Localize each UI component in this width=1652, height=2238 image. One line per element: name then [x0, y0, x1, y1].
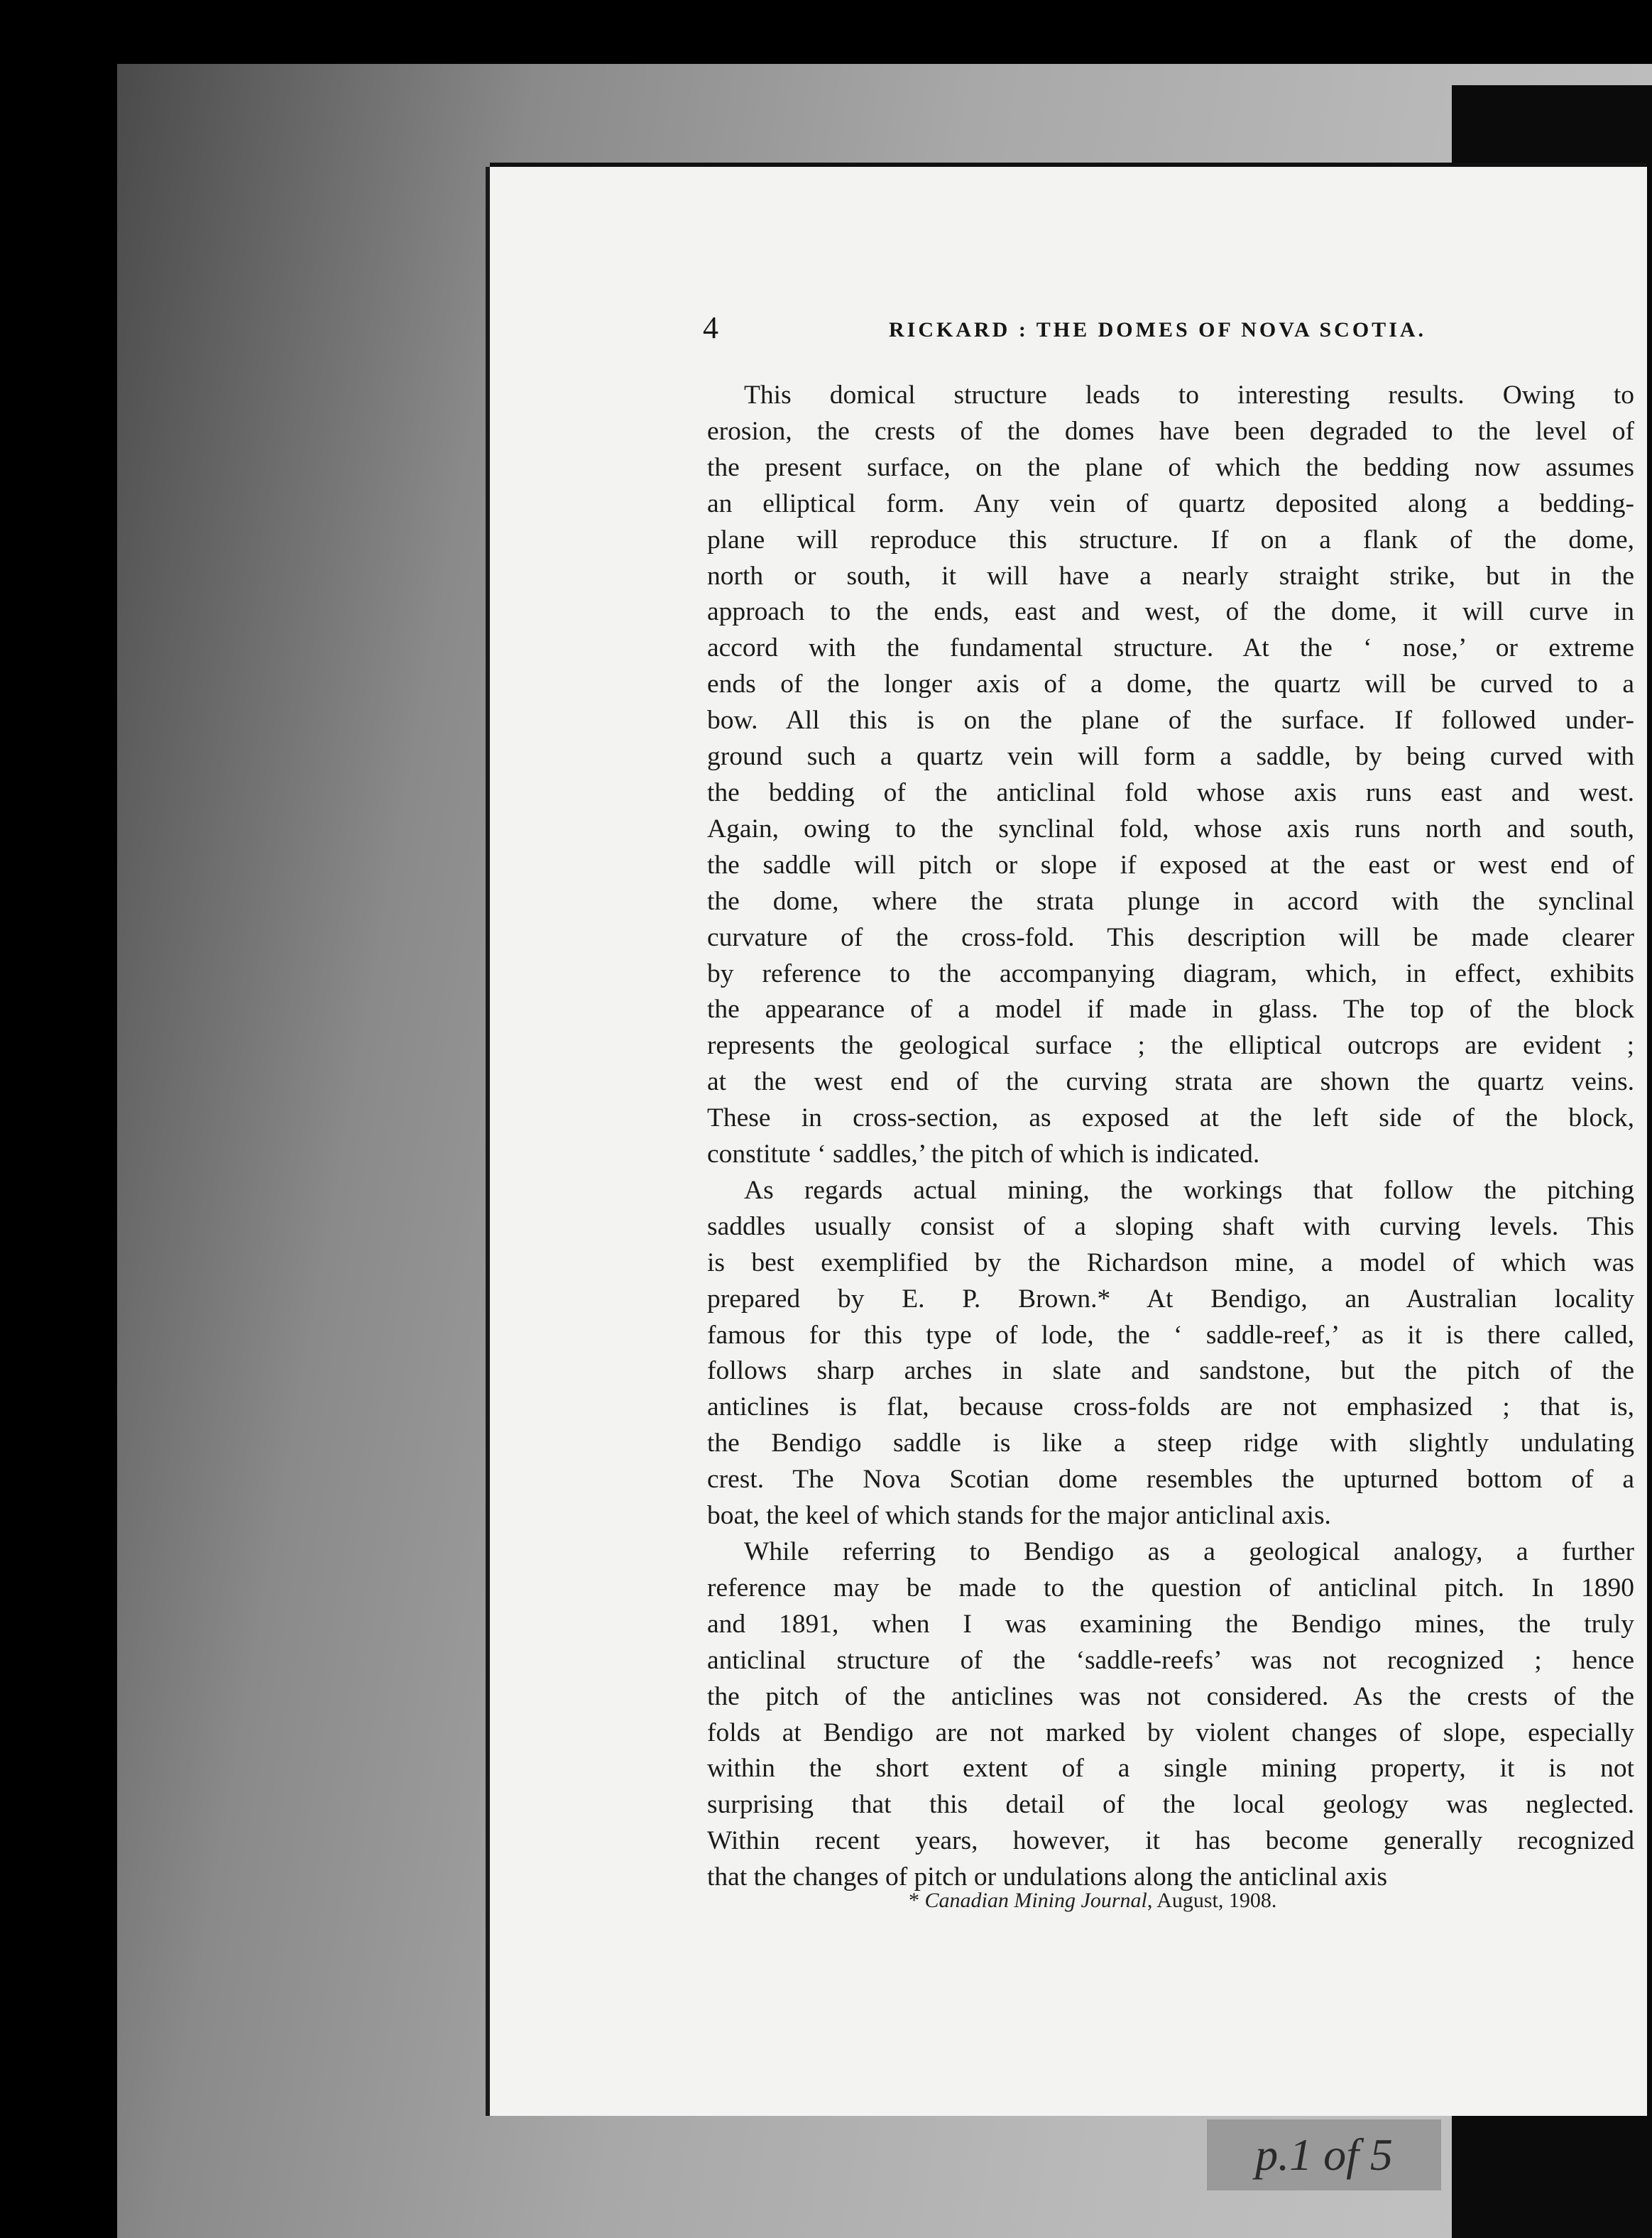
text-line: the pitch of the anticlines was not considered. As the crests of the [707, 1681, 1634, 1711]
footnote [909, 1889, 1276, 1913]
text-line: within the short extent of a single mining property, it is not [707, 1754, 1634, 1784]
text-line: follows sharp arches in slate and sandstone, but the pitch of the [707, 1356, 1634, 1386]
text-line: that the changes of pitch or undulations along the anticlinal axis [707, 1862, 1388, 1892]
text-line: represents the geological surface ; the elliptical outcrops are evident ; [707, 1031, 1634, 1061]
body-text [707, 378, 1634, 1896]
page-number: 4 [703, 310, 718, 345]
text-line: by reference to the accompanying diagram, which, in effect, exhibits [707, 959, 1634, 988]
text-line: Again, owing to the synclinal fold, whose axis runs north and south, [707, 814, 1634, 844]
text-line: plane will reproduce this structure. If on a flank of the dome, [707, 525, 1634, 555]
paragraph [707, 378, 1634, 1173]
text-line: anticlines is flat, because cross-folds are not emphasized ; that is, [707, 1392, 1634, 1422]
text-line: accord with the fundamental structure. At the ‘ nose,’ or extreme [707, 633, 1634, 663]
text-line: curvature of the cross-fold. This description will be made clearer [707, 922, 1634, 952]
text-line: surprising that this detail of the local geology was neglected. [707, 1790, 1634, 1820]
page-header [703, 312, 1427, 348]
text-line: famous for this type of lode, the ‘ saddle-reef,’ as it is there called, [707, 1320, 1634, 1350]
paragraph [707, 1173, 1634, 1534]
text-line: an elliptical form. Any vein of quartz deposited along a bedding- [707, 488, 1634, 518]
footnote-date: , August, 1908. [1147, 1889, 1277, 1912]
text-line: north or south, it will have a nearly straight strike, but in the [707, 561, 1634, 591]
text-line: folds at Bendigo are not marked by violent changes of slope, especially [707, 1718, 1634, 1747]
text-line: reference may be made to the question of anticlinal pitch. In 1890 [707, 1573, 1634, 1603]
text-line: and 1891, when I was examining the Bendigo mines, the truly [707, 1609, 1634, 1639]
text-line: prepared by E. P. Brown.* At Bendigo, an Australian locality [707, 1284, 1634, 1314]
text-line: approach to the ends, east and west, of the dome, it will curve in [707, 597, 1634, 627]
text-line: the saddle will pitch or slope if exposed at the east or west end of [707, 850, 1634, 880]
running-title: RICKARD : THE DOMES OF NOVA SCOTIA. [889, 318, 1427, 342]
text-line: constitute ‘ saddles,’ the pitch of which is indicated. [707, 1140, 1260, 1169]
text-line: erosion, the crests of the domes have been degraded to the level of [707, 416, 1634, 446]
text-line: at the west end of the curving strata are shown the quartz veins. [707, 1067, 1634, 1097]
archive-stamp: p.1 of 5 [1207, 2119, 1441, 2190]
text-line: As regards actual mining, the workings that follow the pitching [744, 1175, 1634, 1205]
text-line: the dome, where the strata plunge in accord with the synclinal [707, 886, 1634, 916]
text-line: ends of the longer axis of a dome, the quartz will be curved to a [707, 670, 1634, 699]
text-line: anticlinal structure of the ‘saddle-reefs’ was not recognized ; hence [707, 1645, 1634, 1675]
footnote-journal: Canadian Mining Journal [924, 1889, 1147, 1912]
text-line: the bedding of the anticlinal fold whose axis runs east and west. [707, 777, 1634, 807]
text-line: the present surface, on the plane of which the bedding now assumes [707, 452, 1634, 482]
paragraph [707, 1534, 1634, 1896]
text-line: While referring to Bendigo as a geological analogy, a further [744, 1537, 1634, 1566]
text-line: These in cross-section, as exposed at the left side of the block, [707, 1103, 1634, 1133]
text-line: bow. All this is on the plane of the surface. If followed under- [707, 706, 1634, 736]
text-line: ground such a quartz vein will form a saddle, by being curved with [707, 742, 1634, 772]
text-line: the appearance of a model if made in glass. The top of the block [707, 995, 1634, 1025]
text-line: boat, the keel of which stands for the major anticlinal axis. [707, 1501, 1331, 1531]
text-line: the Bendigo saddle is like a steep ridge with slightly undulating [707, 1429, 1634, 1458]
text-line: Within recent years, however, it has become generally recognized [707, 1826, 1634, 1856]
footnote-marker: * [909, 1889, 919, 1912]
text-line: crest. The Nova Scotian dome resembles the upturned bottom of a [707, 1465, 1634, 1495]
text-line: saddles usually consist of a sloping shaft with curving levels. This [707, 1211, 1634, 1241]
text-line: This domical structure leads to interesting results. Owing to [744, 381, 1634, 410]
text-line: is best exemplified by the Richardson mine, a model of which was [707, 1248, 1634, 1277]
